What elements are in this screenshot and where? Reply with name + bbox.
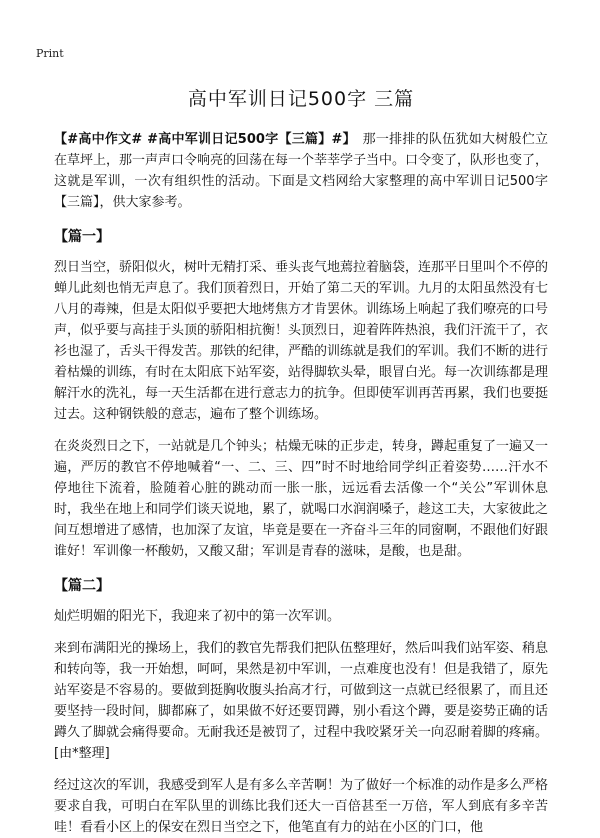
paragraph: 在炎炎烈日之下，一站就是几个钟头；枯燥无味的正步走，转身，蹲起重复了一遍又一遍，严厉的教官不停地喊着“一、二、三、四”时不时地给同学纠正着姿势……汗水不停地往下流着，脸随着心脏的跳动而一胀一胀，远远看去活像一个“关公”军训休息时，我坐在地上和同学们谈天说地，累了，就喝口水润润嗓子，趁这工夫，大家彼此之间互想增进了感情，也加深了友谊，毕竟是要在一齐奋斗三年的同窗啊，不跟他们好跟谁好！军训像一杯酸奶，又酸又甜；军训是青春的滋味，是酸，也是甜。 [54,439,549,559]
intro-tag: 【#高中作文# #高中军训日记500字【三篇】#】 [54,132,350,147]
paragraph: 经过这次的军训，我感受到军人是有多么辛苦啊！为了做好一个标准的动作是多么严格要求自我，可明白在军队里的训练比我们还大一百倍甚至一万倍，军人到底有多辛苦哇！看看小区上的保安在烈日当空之下，他笔直有力的站在小区的门口，他 [54,778,549,835]
section-heading-2: 【篇二】 [54,578,110,594]
section-heading-1: 【篇一】 [54,229,110,245]
paragraph: 烈日当空，骄阳似火，树叶无精打采、垂头丧气地蔫拉着脑袋，连那平日里叫个不停的蝉儿此刻也悄无声息了。我们顶着烈日，开始了第二天的军训。九月的太阳虽然没有七八月的毒辣，但是太阳似乎要把大地烤焦方才肯罢休。训练场上响起了我们嘹亮的口号声，似乎要与高挂于头顶的骄阳相抗衡！头顶烈日，迎着阵阵热浪，我们汗流干了，衣衫也湿了，舌头干得发苦。那铁的纪律，严酷的训练就是我们的军训。我们不断的进行着枯燥的训练，有时在太阳底下站军姿，站得脚软头晕，眼冒白光。每一次训练都是理解汗水的洗礼，每一天生活都在进行意志力的抗争。但即使军训再苦再累，我们也要挺过去。这种钢铁般的意志，遍布了整个训练场。 [54,260,549,422]
intro-paragraph [54,129,548,213]
print-label[interactable]: Print [36,47,64,60]
intro-text: 那一排排的队伍犹如大树般伫立在草坪上，那一声声口令响亮的回荡在每一个莘莘学子当中。口令变了，队形也变了，这就是军训，一次有组织性的活动。下面是文档网给大家整理的高中军训日记500字【三篇】，供大家参考。 [54,132,549,210]
document-title: 高中军训日记500字 三篇 [187,88,415,110]
paragraph: 灿烂明媚的阳光下，我迎来了初中的第一次军训。 [54,609,341,624]
paragraph: 来到布满阳光的操场上，我们的教官先帮我们把队伍整理好，然后叫我们站军姿、稍息和转向等，我一开始想，呵呵，果然是初中军训，一点难度也没有！但是我错了，原先站军姿是不容易的。要做到挺胸收腹头抬高才行，可做到这一点就已经很累了，而且还要坚持一段时间，脚都麻了，如果做不好还要罚蹲，别小看这个蹲，要是姿势正确的话蹲久了脚就会痛得要命。无耐我还是被罚了，过程中我咬紧牙关一向忍耐着脚的疼痛。[由*整理] [54,641,549,761]
